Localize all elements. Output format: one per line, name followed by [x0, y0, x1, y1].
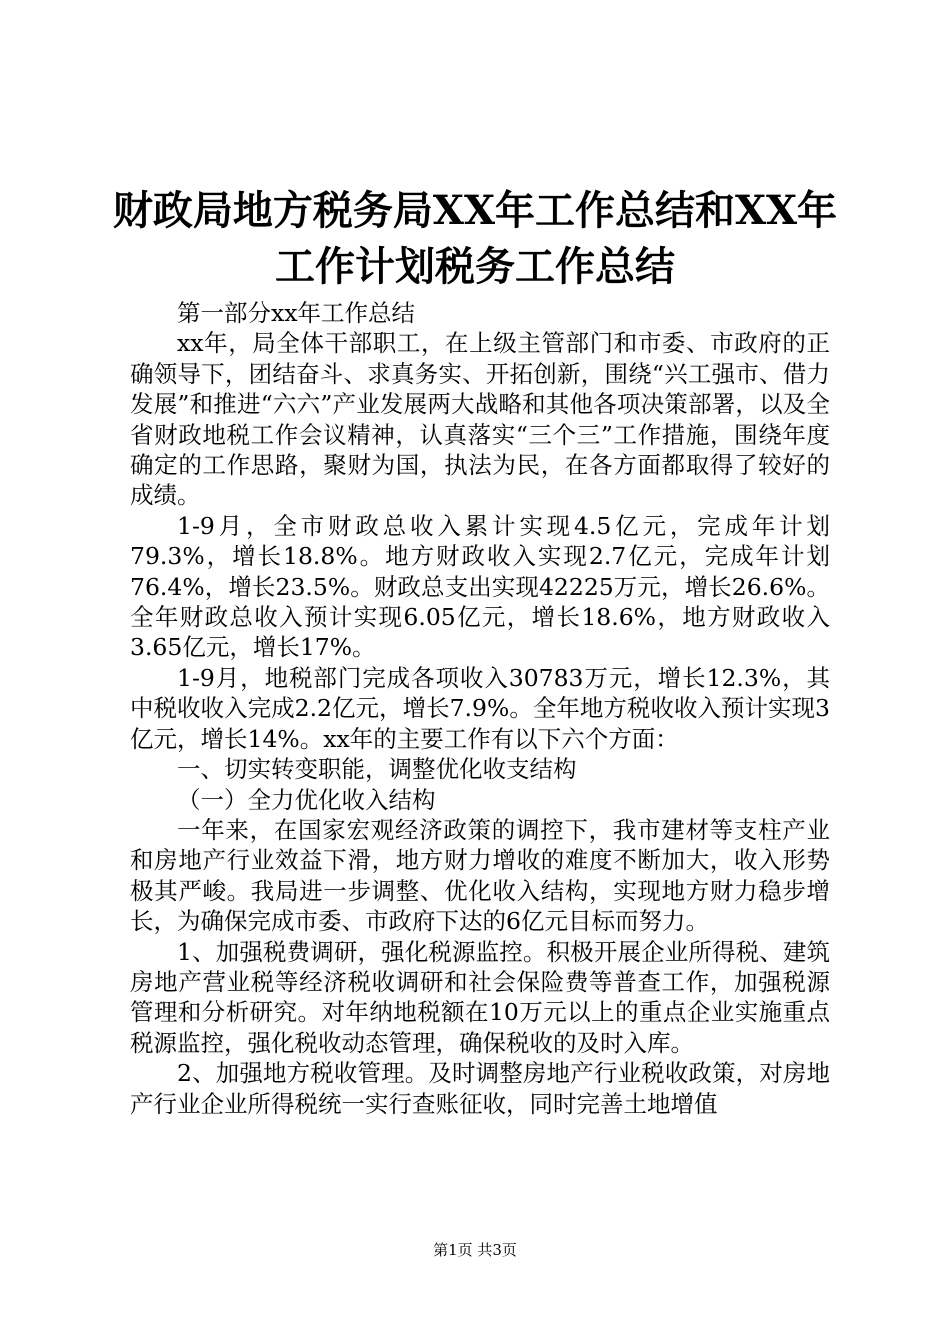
document-title: 财政局地方税务局XX年工作总结和XX年工作计划税务工作总结	[112, 187, 838, 290]
body-paragraph: 1-9月，地税部门完成各项收入30783万元，增长12.3%，其中税收收入完成2.2亿元，增长7.9%。全年地方税收收入预计实现3亿元，增长14%。xx年的主要工作有以下六个方面：	[130, 663, 830, 753]
body-paragraph: 1-9月，全市财政总收入累计实现4.5亿元，完成年计划79.3%，增长18.8%。地方财政收入实现2.7亿元，完成年计划76.4%，增长23.5%。财政总支出实现42225万元，增长26.6%。全年财政总收入预计实现6.05亿元，增长18.6%，地方财政收入3.65亿元，增长17%。	[130, 511, 830, 662]
body-paragraph: xx年，局全体干部职工，在上级主管部门和市委、市政府的正确领导下，团结奋斗、求真务实、开拓创新，围绕“兴工强市、借力发展”和推进“六六”产业发展两大战略和其他各项决策部署，以及全省财政地税工作会议精神，认真落实“三个三”工作措施，围绕年度确定的工作思路，聚财为国，执法为民，在各方面都取得了较好的成绩。	[130, 329, 830, 510]
section-heading: 一、切实转变职能，调整优化收支结构	[177, 755, 577, 784]
body-paragraph: 一年来，在国家宏观经济政策的调控下，我市建材等支柱产业和房地产行业效益下滑，地方财力增收的难度不断加大，收入形势极其严峻。我局进一步调整、优化收入结构，实现地方财力稳步增长，为确保完成市委、市政府下达的6亿元目标而努力。	[130, 815, 830, 936]
body-paragraph: 2、加强地方税收管理。及时调整房地产行业税收政策，对房地产行业企业所得税统一实行查账征收，同时完善土地增值	[130, 1059, 830, 1118]
subsection-heading: （一）全力优化收入结构	[177, 785, 436, 814]
section-heading: 第一部分xx年工作总结	[177, 299, 416, 327]
page-footer: 第1页 共3页	[433, 1241, 517, 1259]
body-paragraph: 1、加强税费调研，强化税源监控。积极开展企业所得税、建筑房地产营业税等经济税收调研和社会保险费等普查工作，加强税源管理和分析研究。对年纳地税额在10万元以上的重点企业实施重点税源监控，强化税收动态管理，确保税收的及时入库。	[130, 937, 830, 1057]
document-body	[130, 298, 830, 1119]
